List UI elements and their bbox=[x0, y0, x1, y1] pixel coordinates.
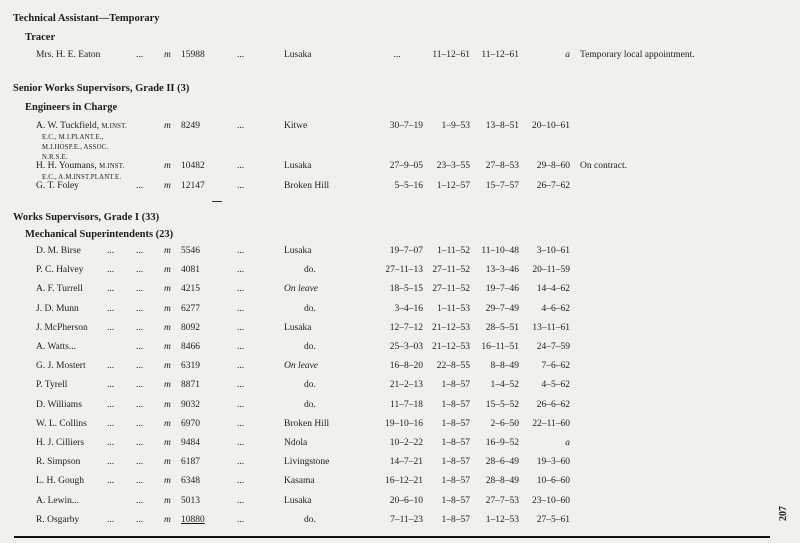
date-cell: 27–9–05 bbox=[389, 161, 423, 171]
name-cell: H. J. Cilliers bbox=[36, 438, 85, 448]
station-cell: do. bbox=[304, 515, 316, 525]
table-row bbox=[0, 419, 780, 433]
table-row bbox=[0, 265, 780, 279]
number-cell: 8871 bbox=[181, 380, 200, 390]
leader-dots: ... bbox=[136, 361, 144, 371]
name-cell: L. H. Gough bbox=[36, 476, 85, 486]
leader-dots: ... bbox=[136, 181, 144, 191]
date-cell: 12–7–12 bbox=[389, 323, 423, 333]
date-cell: 16–11–51 bbox=[481, 342, 519, 352]
heading-senior-works: Senior Works Supervisors, Grade II (3) bbox=[13, 83, 190, 94]
qualification-line: E.C., M.I.PLANT.E., bbox=[42, 134, 104, 141]
name-cell bbox=[36, 161, 125, 171]
date-cell: 5–5–16 bbox=[394, 181, 423, 191]
heading-mechanical: Mechanical Superintendents (23) bbox=[25, 229, 174, 240]
date-cell: 13–3–46 bbox=[485, 265, 519, 275]
qualification-text: M.INST. bbox=[101, 123, 127, 130]
table-row bbox=[0, 438, 780, 452]
leader-dots: ... bbox=[107, 323, 115, 333]
name-cell bbox=[36, 121, 127, 131]
number-cell: 4081 bbox=[181, 265, 200, 275]
table-row bbox=[0, 457, 780, 471]
date-cell: 4–5–62 bbox=[541, 380, 570, 390]
number-cell: 9032 bbox=[181, 400, 200, 410]
date-cell: 15–5–52 bbox=[485, 400, 519, 410]
number-cell: 10482 bbox=[181, 161, 205, 171]
table-row bbox=[0, 496, 780, 510]
date-cell: 1–8–57 bbox=[441, 438, 470, 448]
leader-dots: ... bbox=[136, 515, 144, 525]
leader-dots: ... bbox=[136, 50, 144, 60]
station-cell: Lusaka bbox=[284, 50, 312, 60]
heading-tracer: Tracer bbox=[25, 32, 56, 43]
station-cell: do. bbox=[304, 265, 316, 275]
number-cell: 6187 bbox=[181, 457, 200, 467]
leader-dots: ... bbox=[136, 265, 144, 275]
bottom-rule bbox=[14, 536, 770, 538]
date-cell: 19–10–16 bbox=[385, 419, 423, 429]
number-cell: 8092 bbox=[181, 323, 200, 333]
sex-cell: m bbox=[164, 50, 171, 60]
name-cell: Mrs. H. E. Eaton bbox=[36, 50, 101, 60]
leader-dots: ... bbox=[237, 496, 245, 506]
station-cell: Lusaka bbox=[284, 246, 312, 256]
leader-dots: ... bbox=[237, 50, 245, 60]
station-cell: do. bbox=[304, 400, 316, 410]
leader-dots: ... bbox=[136, 419, 144, 429]
date-cell: 29–8–60 bbox=[536, 161, 570, 171]
sex-cell: m bbox=[164, 284, 171, 294]
date-cell: 11–12–61 bbox=[481, 50, 519, 60]
date-cell: 23–3–55 bbox=[436, 161, 470, 171]
table-row bbox=[0, 304, 780, 318]
date-cell: 20–6–10 bbox=[389, 496, 423, 506]
date-cell: 2–6–50 bbox=[490, 419, 519, 429]
station-cell: Broken Hill bbox=[284, 419, 330, 429]
leader-dots: ... bbox=[136, 400, 144, 410]
date-cell: 20–10–61 bbox=[532, 121, 570, 131]
date-cell: 1–8–57 bbox=[441, 400, 470, 410]
sex-cell: m bbox=[164, 121, 171, 131]
date-cell: 1–12–53 bbox=[485, 515, 519, 525]
date-cell: 14–7–21 bbox=[389, 457, 423, 467]
date-cell: 13–8–51 bbox=[485, 121, 519, 131]
sex-cell: m bbox=[164, 342, 171, 352]
name-text: A. W. Tuckfield, bbox=[36, 121, 100, 131]
qualification-line: E.C., A.M.INST.PLANT.E. bbox=[42, 174, 122, 181]
name-cell: P. C. Halvey bbox=[36, 265, 84, 275]
date-cell: 21–12–53 bbox=[432, 323, 470, 333]
date-cell: 1–8–57 bbox=[441, 496, 470, 506]
number-cell: 8466 bbox=[181, 342, 200, 352]
station-cell: On leave bbox=[284, 284, 319, 294]
date-cell: 13–11–61 bbox=[532, 323, 570, 333]
number-cell: 6277 bbox=[181, 304, 200, 314]
date-cell: ... bbox=[393, 50, 401, 60]
date-cell: 29–7–49 bbox=[485, 304, 519, 314]
date-cell: 22–8–55 bbox=[436, 361, 470, 371]
leader-dots: ... bbox=[237, 457, 245, 467]
date-cell: 10–2–22 bbox=[389, 438, 423, 448]
name-cell: J. McPherson bbox=[36, 323, 88, 333]
date-cell: a bbox=[565, 438, 570, 448]
sex-cell: m bbox=[164, 515, 171, 525]
leader-dots: ... bbox=[237, 323, 245, 333]
date-cell: 27–8–53 bbox=[485, 161, 519, 171]
leader-dots: ... bbox=[107, 438, 115, 448]
sex-cell: m bbox=[164, 246, 171, 256]
leader-dots: ... bbox=[107, 400, 115, 410]
table-row bbox=[0, 342, 780, 356]
station-cell: Lusaka bbox=[284, 496, 312, 506]
station-cell: Livingstone bbox=[284, 457, 330, 467]
date-cell: 8–8–49 bbox=[490, 361, 519, 371]
table-row bbox=[0, 121, 780, 135]
number-cell: 8249 bbox=[181, 121, 200, 131]
table-row bbox=[0, 284, 780, 298]
number-cell: 10880 bbox=[181, 515, 205, 525]
leader-dots: ... bbox=[107, 304, 115, 314]
date-cell: 26–6–62 bbox=[536, 400, 570, 410]
date-cell: 1–11–53 bbox=[437, 304, 470, 314]
station-cell: Kasama bbox=[284, 476, 315, 486]
leader-dots: ... bbox=[136, 476, 144, 486]
qualification-text: M.INST. bbox=[99, 163, 125, 170]
number-cell: 6970 bbox=[181, 419, 200, 429]
leader-dots: ... bbox=[237, 380, 245, 390]
name-cell: A. Watts... bbox=[36, 342, 76, 352]
station-cell: Lusaka bbox=[284, 161, 312, 171]
sex-cell: m bbox=[164, 181, 171, 191]
leader-dots: ... bbox=[237, 121, 245, 131]
date-cell: 27–11–52 bbox=[432, 284, 470, 294]
name-cell: A. Lewin... bbox=[36, 496, 80, 506]
leader-dots: ... bbox=[136, 246, 144, 256]
date-cell: 21–12–53 bbox=[432, 342, 470, 352]
station-cell: do. bbox=[304, 342, 316, 352]
date-cell: 1–8–57 bbox=[441, 380, 470, 390]
date-cell: 25–3–03 bbox=[389, 342, 423, 352]
date-cell: 3–10–61 bbox=[536, 246, 570, 256]
short-rule bbox=[212, 201, 222, 202]
date-cell: 1–4–52 bbox=[490, 380, 519, 390]
date-cell: 19–7–07 bbox=[389, 246, 423, 256]
number-cell: 15988 bbox=[181, 50, 205, 60]
heading-works-supervisors: Works Supervisors, Grade I (33) bbox=[13, 212, 160, 223]
leader-dots: ... bbox=[237, 438, 245, 448]
date-cell: 1–11–52 bbox=[437, 246, 470, 256]
leader-dots: ... bbox=[136, 438, 144, 448]
date-cell: 30–7–19 bbox=[389, 121, 423, 131]
date-cell: 27–7–53 bbox=[485, 496, 519, 506]
remark-cell: On contract. bbox=[580, 161, 627, 171]
table-row bbox=[0, 161, 780, 175]
leader-dots: ... bbox=[237, 181, 245, 191]
date-cell: 1–8–57 bbox=[441, 457, 470, 467]
number-cell: 9484 bbox=[181, 438, 200, 448]
table-row bbox=[0, 515, 780, 529]
leader-dots: ... bbox=[237, 265, 245, 275]
leader-dots: ... bbox=[107, 515, 115, 525]
date-cell: 19–3–60 bbox=[536, 457, 570, 467]
leader-dots: ... bbox=[107, 246, 115, 256]
sex-cell: m bbox=[164, 438, 171, 448]
remark-cell: Temporary local appointment. bbox=[580, 50, 695, 60]
table-row bbox=[0, 50, 780, 64]
date-cell: 22–11–60 bbox=[532, 419, 570, 429]
sex-cell: m bbox=[164, 161, 171, 171]
date-cell: 1–8–57 bbox=[441, 515, 470, 525]
qualification-line: M.I.HOSP.E., ASSOC. bbox=[42, 144, 109, 151]
number-cell: 6319 bbox=[181, 361, 200, 371]
name-cell: G. J. Mostert bbox=[36, 361, 86, 371]
date-cell: 18–5–15 bbox=[389, 284, 423, 294]
table-row bbox=[0, 246, 780, 260]
leader-dots: ... bbox=[107, 284, 115, 294]
sex-cell: m bbox=[164, 380, 171, 390]
name-cell: G. T. Foley bbox=[36, 181, 79, 191]
date-cell: 3–4–16 bbox=[394, 304, 423, 314]
sex-cell: m bbox=[164, 419, 171, 429]
date-cell: 11–10–48 bbox=[481, 246, 519, 256]
leader-dots: ... bbox=[237, 161, 245, 171]
number-cell: 5013 bbox=[181, 496, 200, 506]
name-cell: R. Osgarby bbox=[36, 515, 80, 525]
number-cell: 12147 bbox=[181, 181, 205, 191]
table-row bbox=[0, 400, 780, 414]
name-cell: D. Williams bbox=[36, 400, 82, 410]
station-cell: Ndola bbox=[284, 438, 308, 448]
name-cell: W. L. Collins bbox=[36, 419, 87, 429]
station-cell: do. bbox=[304, 380, 316, 390]
leader-dots: ... bbox=[237, 400, 245, 410]
date-cell: 7–11–23 bbox=[390, 515, 423, 525]
leader-dots: ... bbox=[237, 304, 245, 314]
leader-dots: ... bbox=[136, 284, 144, 294]
date-cell: 1–9–53 bbox=[441, 121, 470, 131]
date-cell: 20–11–59 bbox=[532, 265, 570, 275]
leader-dots: ... bbox=[107, 361, 115, 371]
date-cell: 27–11–52 bbox=[432, 265, 470, 275]
date-cell: 27–5–61 bbox=[536, 515, 570, 525]
leader-dots: ... bbox=[237, 246, 245, 256]
station-cell: Broken Hill bbox=[284, 181, 330, 191]
date-cell: 1–8–57 bbox=[441, 419, 470, 429]
station-cell: On leave bbox=[284, 361, 319, 371]
name-cell: D. M. Birse bbox=[36, 246, 81, 256]
leader-dots: ... bbox=[237, 419, 245, 429]
name-text: H. H. Youmans, bbox=[36, 161, 97, 171]
leader-dots: ... bbox=[107, 457, 115, 467]
leader-dots: ... bbox=[136, 323, 144, 333]
station-cell: do. bbox=[304, 304, 316, 314]
sex-cell: m bbox=[164, 265, 171, 275]
name-cell: A. F. Turrell bbox=[36, 284, 83, 294]
date-cell: 26–7–62 bbox=[536, 181, 570, 191]
date-cell: 23–10–60 bbox=[532, 496, 570, 506]
leader-dots: ... bbox=[237, 515, 245, 525]
heading-engineers: Engineers in Charge bbox=[25, 102, 118, 113]
station-cell: Lusaka bbox=[284, 323, 312, 333]
leader-dots: ... bbox=[136, 380, 144, 390]
table-row bbox=[0, 476, 780, 490]
date-cell: 28–6–49 bbox=[485, 457, 519, 467]
leader-dots: ... bbox=[107, 419, 115, 429]
date-cell: 1–8–57 bbox=[441, 476, 470, 486]
leader-dots: ... bbox=[136, 304, 144, 314]
leader-dots: ... bbox=[237, 284, 245, 294]
number-cell: 5546 bbox=[181, 246, 200, 256]
sex-cell: m bbox=[164, 361, 171, 371]
sex-cell: m bbox=[164, 457, 171, 467]
date-cell: 24–7–59 bbox=[536, 342, 570, 352]
table-row bbox=[0, 361, 780, 375]
date-cell: 15–7–57 bbox=[485, 181, 519, 191]
sex-cell: m bbox=[164, 323, 171, 333]
sex-cell: m bbox=[164, 496, 171, 506]
name-cell: R. Simpson bbox=[36, 457, 81, 467]
date-cell: 11–12–61 bbox=[432, 50, 470, 60]
name-cell: J. D. Munn bbox=[36, 304, 79, 314]
date-cell: 16–12–21 bbox=[385, 476, 423, 486]
date-cell: 16–8–20 bbox=[389, 361, 423, 371]
leader-dots: ... bbox=[136, 457, 144, 467]
date-cell: 28–8–49 bbox=[485, 476, 519, 486]
leader-dots: ... bbox=[237, 476, 245, 486]
leader-dots: ... bbox=[237, 342, 245, 352]
date-cell: 16–9–52 bbox=[485, 438, 519, 448]
date-cell: 21–2–13 bbox=[389, 380, 423, 390]
leader-dots: ... bbox=[107, 265, 115, 275]
date-cell: 28–5–51 bbox=[485, 323, 519, 333]
sex-cell: m bbox=[164, 476, 171, 486]
leader-dots: ... bbox=[237, 361, 245, 371]
table-row bbox=[0, 323, 780, 337]
leader-dots: ... bbox=[136, 496, 144, 506]
date-cell: 1–12–57 bbox=[436, 181, 470, 191]
date-cell: 4–6–62 bbox=[541, 304, 570, 314]
date-cell: a bbox=[565, 50, 570, 60]
number-cell: 6348 bbox=[181, 476, 200, 486]
sex-cell: m bbox=[164, 400, 171, 410]
leader-dots: ... bbox=[107, 476, 115, 486]
number-cell: 4215 bbox=[181, 284, 200, 294]
date-cell: 19–7–46 bbox=[485, 284, 519, 294]
qualification-line: N.R.S.E. bbox=[42, 154, 68, 161]
sex-cell: m bbox=[164, 304, 171, 314]
date-cell: 27–11–13 bbox=[385, 265, 423, 275]
table-row bbox=[0, 181, 780, 195]
station-cell: Kitwe bbox=[284, 121, 308, 131]
date-cell: 10–6–60 bbox=[536, 476, 570, 486]
name-cell: P. Tyrell bbox=[36, 380, 68, 390]
page-number: 207 bbox=[778, 506, 789, 521]
leader-dots: ... bbox=[136, 342, 144, 352]
leader-dots: ... bbox=[107, 380, 115, 390]
date-cell: 11–7–18 bbox=[390, 400, 423, 410]
table-row bbox=[0, 380, 780, 394]
heading-technical-assistant: Technical Assistant—Temporary bbox=[13, 13, 160, 24]
date-cell: 7–6–62 bbox=[541, 361, 570, 371]
date-cell: 14–4–62 bbox=[536, 284, 570, 294]
